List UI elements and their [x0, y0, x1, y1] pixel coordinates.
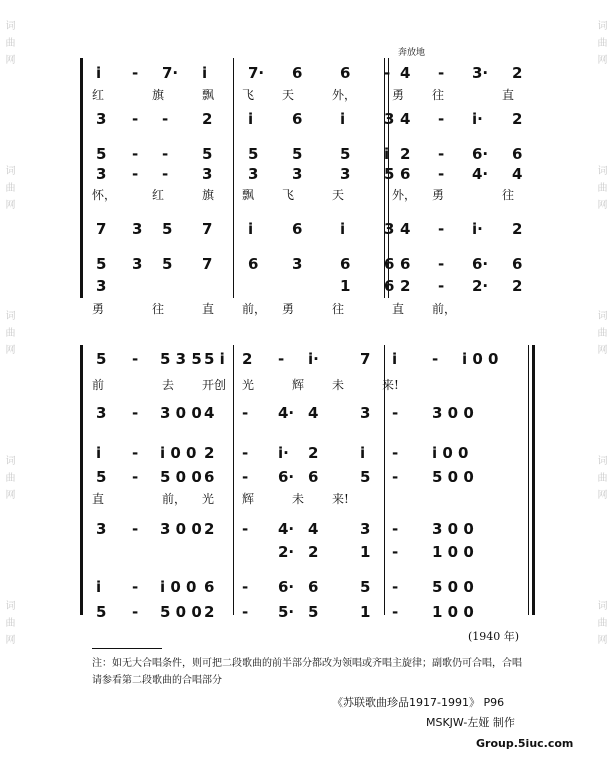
jianpu-note: 5: [96, 468, 107, 486]
jianpu-note: 2·: [278, 543, 295, 561]
jianpu-note: 3: [96, 404, 107, 422]
jianpu-note: 2: [204, 603, 215, 621]
jianpu-note: 5: [340, 145, 351, 163]
jianpu-note: -: [162, 145, 169, 163]
jianpu-note: 2: [242, 350, 253, 368]
jianpu-note: -: [242, 520, 249, 538]
watermark-left-4: 词 曲 网: [3, 455, 14, 502]
jianpu-note: i 0 0: [432, 444, 469, 462]
lyric-syllable: 往: [152, 302, 165, 316]
jianpu-note: i 0 0: [160, 578, 197, 596]
lyric-syllable: 直: [392, 302, 405, 316]
watermark-left-1: 词 曲 网: [3, 20, 14, 67]
tempo-marking: 奔放地: [398, 48, 426, 58]
lyric-syllable: 天: [282, 88, 295, 102]
system1-bracket: [80, 58, 83, 298]
jianpu-note: 4·: [278, 404, 295, 422]
lyric-syllable: 旗: [202, 188, 215, 202]
undefined-note-row: [92, 220, 532, 242]
jianpu-note: 5: [292, 145, 303, 163]
jianpu-note: 6: [340, 64, 351, 82]
lyric-syllable: 光: [242, 378, 255, 392]
jianpu-note: 6·: [472, 145, 489, 163]
jianpu-note: 6: [512, 255, 523, 273]
lyric-syllable: 天: [332, 188, 345, 202]
jianpu-note: 6: [292, 220, 303, 238]
jianpu-note: 3: [292, 165, 303, 183]
jianpu-note: 3: [202, 165, 213, 183]
lyric-syllable: 外，: [332, 88, 357, 102]
jianpu-note: 3: [132, 220, 143, 238]
jianpu-note: -: [132, 110, 139, 128]
lyric-syllable: 旗: [152, 88, 165, 102]
jianpu-note: 6: [512, 145, 523, 163]
jianpu-note: 7: [360, 350, 371, 368]
lyric-syllable: 飘: [242, 188, 255, 202]
jianpu-note: 1: [340, 277, 351, 295]
jianpu-note: i·: [472, 110, 483, 128]
jianpu-note: 2: [512, 220, 523, 238]
source-citation: 《苏联歌曲珍品1917-1991》 P96: [332, 696, 505, 709]
jianpu-note: 2: [204, 444, 215, 462]
undefined-lyric-row: [92, 376, 532, 394]
jianpu-note: -: [392, 578, 399, 596]
jianpu-note: -: [432, 350, 439, 368]
jianpu-note: 3: [96, 110, 107, 128]
lyric-syllable: 辉: [242, 492, 255, 506]
jianpu-note: 6: [204, 468, 215, 486]
jianpu-note: 5: [162, 220, 173, 238]
jianpu-note: -: [278, 350, 285, 368]
jianpu-note: 6: [400, 255, 411, 273]
jianpu-note: 6·: [278, 578, 295, 596]
jianpu-note: -: [162, 165, 169, 183]
jianpu-note: -: [132, 64, 139, 82]
jianpu-note: 5: [360, 578, 371, 596]
lyric-syllable: 飞: [282, 188, 295, 202]
jianpu-note: 3: [360, 404, 371, 422]
jianpu-note: 7: [202, 255, 213, 273]
lyric-syllable: 勇: [432, 188, 445, 202]
jianpu-note: -: [384, 64, 391, 82]
jianpu-note: 6: [400, 165, 411, 183]
jianpu-note: -: [132, 468, 139, 486]
lyric-syllable: 勇: [92, 302, 105, 316]
jianpu-note: 1 0 0: [432, 543, 474, 561]
undefined-lyric-row: [92, 186, 532, 204]
jianpu-note: i·: [472, 220, 483, 238]
jianpu-note: i·: [308, 350, 319, 368]
watermark-right-3: 词 曲 网: [595, 310, 606, 357]
lyric-syllable: 往: [432, 88, 445, 102]
jianpu-note: i: [248, 220, 254, 238]
jianpu-note: -: [392, 603, 399, 621]
jianpu-note: 6: [308, 578, 319, 596]
undefined-note-row: [92, 543, 532, 565]
jianpu-note: i: [248, 110, 254, 128]
jianpu-note: -: [242, 578, 249, 596]
jianpu-note: 3: [96, 165, 107, 183]
lyric-syllable: 直: [202, 302, 215, 316]
lyric-syllable: 前，: [432, 302, 457, 316]
lyric-syllable: 直: [92, 492, 105, 506]
jianpu-note: 5: [308, 603, 319, 621]
lyric-syllable: 飘: [202, 88, 215, 102]
jianpu-note: i: [96, 578, 102, 596]
jianpu-note: 2: [400, 277, 411, 295]
jianpu-note: 5·: [278, 603, 295, 621]
jianpu-note: 3 0 0: [160, 404, 202, 422]
lyric-syllable: 往: [502, 188, 515, 202]
system2-final-bar-thick: [532, 345, 535, 615]
jianpu-note: i: [96, 444, 102, 462]
undefined-note-row: [92, 404, 532, 426]
jianpu-note: 3: [96, 520, 107, 538]
undefined-note-row: [92, 165, 532, 187]
maker-credit: MSKJW-左娅 制作: [426, 716, 515, 729]
jianpu-note: 3 0 0: [432, 404, 474, 422]
jianpu-note: -: [392, 468, 399, 486]
jianpu-note: -: [132, 145, 139, 163]
jianpu-note: 3 0 0: [160, 520, 202, 538]
jianpu-note: 6·: [278, 468, 295, 486]
site-logo: Group.5iuc.com: [476, 737, 574, 750]
jianpu-note: 6: [204, 578, 215, 596]
jianpu-note: -: [438, 145, 445, 163]
footnote: 注：如无大合唱条件，则可把二段歌曲的前半部分都改为领唱或齐唱主旋律；副歌仍可合唱，合唱请参看第二段歌曲的合唱部分: [92, 658, 522, 686]
jianpu-note: 5: [360, 468, 371, 486]
lyric-syllable: 未: [332, 378, 345, 392]
jianpu-note: i·: [278, 444, 289, 462]
jianpu-note: i: [392, 350, 398, 368]
lyric-syllable: 前，: [162, 492, 187, 506]
undefined-note-row: [92, 277, 532, 299]
lyric-syllable: 辉: [292, 378, 305, 392]
undefined-lyric-row: [92, 490, 532, 508]
jianpu-note: 4: [400, 110, 411, 128]
jianpu-note: -: [392, 444, 399, 462]
jianpu-note: i: [202, 64, 208, 82]
jianpu-note: -: [242, 603, 249, 621]
jianpu-note: -: [242, 468, 249, 486]
jianpu-note: 1 0 0: [432, 603, 474, 621]
jianpu-note: -: [132, 404, 139, 422]
jianpu-note: 2·: [472, 277, 489, 295]
undefined-lyric-row: [92, 300, 532, 318]
jianpu-note: 2: [512, 110, 523, 128]
jianpu-note: i: [340, 110, 346, 128]
undefined-note-row: [92, 578, 532, 600]
jianpu-note: -: [438, 255, 445, 273]
lyric-syllable: 光: [202, 492, 215, 506]
jianpu-note: -: [132, 350, 139, 368]
jianpu-note: i 0 0: [462, 350, 499, 368]
jianpu-note: 4: [400, 220, 411, 238]
watermark-right-1: 词 曲 网: [595, 20, 606, 67]
jianpu-note: 2: [308, 543, 319, 561]
jianpu-note: -: [242, 404, 249, 422]
jianpu-note: i: [360, 444, 366, 462]
jianpu-note: 5: [202, 145, 213, 163]
watermark-right-4: 词 曲 网: [595, 455, 606, 502]
lyric-syllable: 飞: [242, 88, 255, 102]
undefined-note-row: [92, 145, 532, 167]
jianpu-note: 5 0 0: [160, 468, 202, 486]
jianpu-note: 6: [340, 255, 351, 273]
jianpu-note: -: [438, 64, 445, 82]
jianpu-note: 5: [248, 145, 259, 163]
footnote-rule: [92, 648, 162, 649]
jianpu-note: 3: [384, 110, 395, 128]
lyric-syllable: 未: [292, 492, 305, 506]
jianpu-note: 4·: [472, 165, 489, 183]
jianpu-note: i: [384, 145, 390, 163]
jianpu-note: 5 3 5: [160, 350, 202, 368]
undefined-note-row: [92, 603, 532, 625]
jianpu-note: 5 0 0: [432, 578, 474, 596]
lyric-syllable: 红: [92, 88, 105, 102]
jianpu-note: 5 i: [204, 350, 225, 368]
system2-bracket: [80, 345, 83, 615]
jianpu-note: 5: [96, 350, 107, 368]
jianpu-note: 2: [400, 145, 411, 163]
jianpu-note: -: [438, 277, 445, 295]
lyric-syllable: 前: [92, 378, 105, 392]
lyric-syllable: 怀，: [92, 188, 117, 202]
lyric-syllable: 来!: [382, 378, 399, 392]
undefined-note-row: [92, 468, 532, 490]
jianpu-note: 6: [292, 64, 303, 82]
undefined-note-row: [92, 110, 532, 132]
lyric-syllable: 往: [332, 302, 345, 316]
jianpu-note: 5 0 0: [160, 603, 202, 621]
jianpu-note: 5: [96, 145, 107, 163]
jianpu-note: 7: [202, 220, 213, 238]
jianpu-note: 3: [96, 277, 107, 295]
jianpu-note: 6: [292, 110, 303, 128]
watermark-left-5: 词 曲 网: [3, 600, 14, 647]
jianpu-note: 4: [308, 404, 319, 422]
jianpu-note: -: [162, 110, 169, 128]
jianpu-note: 6: [308, 468, 319, 486]
jianpu-note: 7: [96, 220, 107, 238]
jianpu-note: 4: [512, 165, 523, 183]
jianpu-note: 5: [96, 603, 107, 621]
watermark-right-2: 词 曲 网: [595, 165, 606, 212]
jianpu-note: 5: [96, 255, 107, 273]
lyric-syllable: 外，: [392, 188, 417, 202]
jianpu-note: i: [96, 64, 102, 82]
jianpu-note: -: [438, 110, 445, 128]
jianpu-note: 3: [132, 255, 143, 273]
jianpu-note: 2: [308, 444, 319, 462]
jianpu-note: 3: [384, 220, 395, 238]
jianpu-note: -: [392, 520, 399, 538]
jianpu-note: -: [132, 444, 139, 462]
jianpu-note: 3: [292, 255, 303, 273]
undefined-note-row: [92, 255, 532, 277]
lyric-syllable: 直: [502, 88, 515, 102]
jianpu-note: 2: [512, 64, 523, 82]
jianpu-note: 5: [162, 255, 173, 273]
watermark-left-3: 词 曲 网: [3, 310, 14, 357]
lyric-syllable: 去: [162, 378, 175, 392]
undefined-note-row: [92, 64, 532, 86]
jianpu-note: -: [132, 165, 139, 183]
jianpu-note: -: [438, 220, 445, 238]
undefined-note-row: [92, 520, 532, 542]
watermark-right-5: 词 曲 网: [595, 600, 606, 647]
lyric-syllable: 红: [152, 188, 165, 202]
jianpu-note: 2: [512, 277, 523, 295]
jianpu-note: 3: [360, 520, 371, 538]
jianpu-note: 3 0 0: [432, 520, 474, 538]
jianpu-note: -: [242, 444, 249, 462]
jianpu-note: 1: [360, 543, 371, 561]
undefined-lyric-row: [92, 86, 532, 104]
jianpu-note: i 0 0: [160, 444, 197, 462]
jianpu-note: -: [132, 520, 139, 538]
lyric-syllable: 前，: [242, 302, 267, 316]
lyric-syllable: 勇: [282, 302, 295, 316]
lyric-syllable: 勇: [392, 88, 405, 102]
jianpu-note: 5: [384, 165, 395, 183]
jianpu-note: -: [392, 543, 399, 561]
jianpu-note: 7·: [162, 64, 179, 82]
jianpu-note: 1: [360, 603, 371, 621]
jianpu-note: 7·: [248, 64, 265, 82]
jianpu-note: 6·: [472, 255, 489, 273]
jianpu-note: 6: [384, 255, 395, 273]
jianpu-note: i: [340, 220, 346, 238]
jianpu-note: 4: [308, 520, 319, 538]
jianpu-note: -: [438, 165, 445, 183]
jianpu-note: 2: [204, 520, 215, 538]
undefined-note-row: [92, 350, 532, 372]
jianpu-note: -: [132, 578, 139, 596]
jianpu-note: 3·: [472, 64, 489, 82]
jianpu-note: 4: [400, 64, 411, 82]
jianpu-note: 4·: [278, 520, 295, 538]
lyric-syllable: 开创: [202, 378, 227, 392]
jianpu-note: 6: [248, 255, 259, 273]
jianpu-note: 4: [204, 404, 215, 422]
jianpu-note: -: [392, 404, 399, 422]
jianpu-note: -: [132, 603, 139, 621]
lyric-syllable: 来!: [332, 492, 349, 506]
jianpu-note: 2: [202, 110, 213, 128]
watermark-left-2: 词 曲 网: [3, 165, 14, 212]
jianpu-note: 3: [340, 165, 351, 183]
jianpu-note: 3: [248, 165, 259, 183]
undefined-note-row: [92, 444, 532, 466]
year-label: (1940 年): [468, 630, 520, 643]
jianpu-note: 6: [384, 277, 395, 295]
jianpu-note: 5 0 0: [432, 468, 474, 486]
